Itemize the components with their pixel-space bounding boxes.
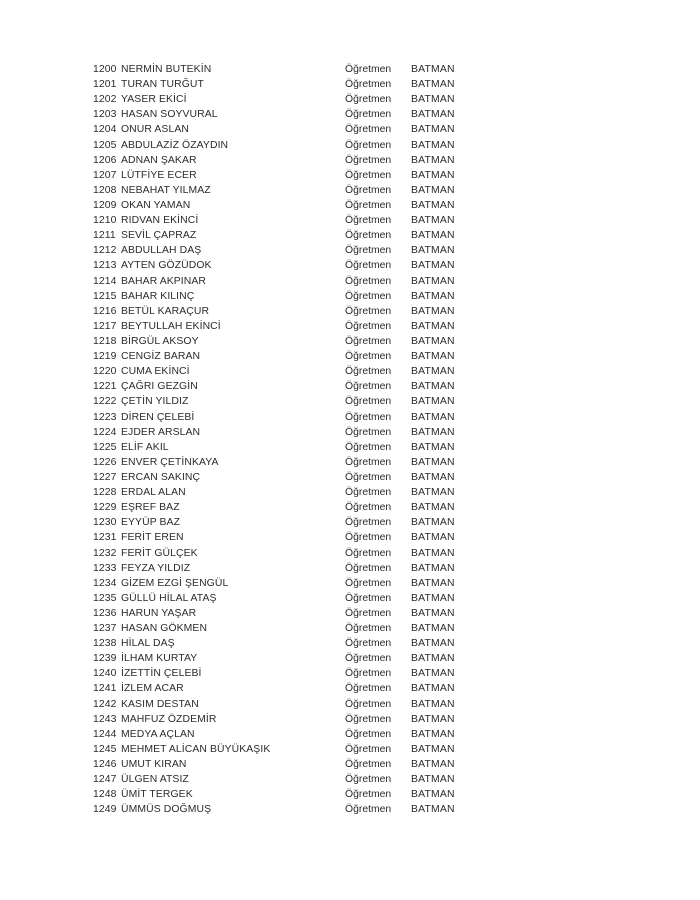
person-name: RIDVAN EKİNCİ bbox=[121, 215, 199, 227]
list-row bbox=[0, 546, 700, 561]
row-number: 1209 bbox=[93, 199, 117, 211]
person-name: HİLAL DAŞ bbox=[121, 638, 175, 650]
row-number: 1210 bbox=[93, 215, 117, 227]
list-row bbox=[0, 198, 700, 213]
city-name: BATMAN bbox=[411, 774, 455, 786]
job-title: Öğretmen bbox=[345, 290, 392, 302]
job-title: Öğretmen bbox=[345, 396, 392, 408]
row-number: 1247 bbox=[93, 774, 117, 786]
job-title: Öğretmen bbox=[345, 411, 392, 423]
city-name: BATMAN bbox=[411, 320, 455, 332]
city-name: BATMAN bbox=[411, 532, 455, 544]
person-name: SEVİL ÇAPRAZ bbox=[121, 230, 197, 242]
list-row bbox=[0, 712, 700, 727]
person-name: ELİF AKIL bbox=[121, 441, 169, 453]
city-name: BATMAN bbox=[411, 109, 455, 121]
person-name: GÜLLÜ HİLAL ATAŞ bbox=[121, 592, 217, 604]
list-row bbox=[0, 228, 700, 243]
job-title: Öğretmen bbox=[345, 441, 392, 453]
row-number: 1224 bbox=[93, 426, 117, 438]
teacher-list bbox=[0, 62, 700, 817]
row-number: 1248 bbox=[93, 789, 117, 801]
row-number: 1215 bbox=[93, 290, 117, 302]
job-title: Öğretmen bbox=[345, 275, 392, 287]
city-name: BATMAN bbox=[411, 335, 455, 347]
city-name: BATMAN bbox=[411, 139, 455, 151]
list-row bbox=[0, 379, 700, 394]
list-row bbox=[0, 138, 700, 153]
row-number: 1239 bbox=[93, 653, 117, 665]
job-title: Öğretmen bbox=[345, 759, 392, 771]
person-name: HASAN SOYVURAL bbox=[121, 109, 218, 121]
person-name: OKAN YAMAN bbox=[121, 199, 191, 211]
person-name: LÜTFİYE ECER bbox=[121, 169, 197, 181]
city-name: BATMAN bbox=[411, 487, 455, 499]
row-number: 1237 bbox=[93, 623, 117, 635]
city-name: BATMAN bbox=[411, 260, 455, 272]
city-name: BATMAN bbox=[411, 94, 455, 106]
city-name: BATMAN bbox=[411, 547, 455, 559]
city-name: BATMAN bbox=[411, 517, 455, 529]
row-number: 1202 bbox=[93, 94, 117, 106]
list-row bbox=[0, 651, 700, 666]
list-row bbox=[0, 107, 700, 122]
list-row bbox=[0, 77, 700, 92]
job-title: Öğretmen bbox=[345, 471, 392, 483]
job-title: Öğretmen bbox=[345, 335, 392, 347]
job-title: Öğretmen bbox=[345, 623, 392, 635]
list-row bbox=[0, 168, 700, 183]
row-number: 1226 bbox=[93, 456, 117, 468]
list-row bbox=[0, 787, 700, 802]
list-row bbox=[0, 606, 700, 621]
list-row bbox=[0, 183, 700, 198]
job-title: Öğretmen bbox=[345, 124, 392, 136]
city-name: BATMAN bbox=[411, 351, 455, 363]
person-name: BEYTULLAH EKİNCİ bbox=[121, 320, 221, 332]
list-row bbox=[0, 334, 700, 349]
job-title: Öğretmen bbox=[345, 698, 392, 710]
city-name: BATMAN bbox=[411, 698, 455, 710]
row-number: 1219 bbox=[93, 351, 117, 363]
city-name: BATMAN bbox=[411, 64, 455, 75]
list-row bbox=[0, 289, 700, 304]
job-title: Öğretmen bbox=[345, 184, 392, 196]
city-name: BATMAN bbox=[411, 638, 455, 650]
list-row bbox=[0, 697, 700, 712]
person-name: ONUR ASLAN bbox=[121, 124, 189, 136]
person-name: CUMA EKİNCİ bbox=[121, 366, 190, 378]
row-number: 1206 bbox=[93, 154, 117, 166]
person-name: BETÜL KARAÇUR bbox=[121, 305, 210, 317]
row-number: 1216 bbox=[93, 305, 117, 317]
city-name: BATMAN bbox=[411, 245, 455, 257]
row-number: 1238 bbox=[93, 638, 117, 650]
list-row bbox=[0, 576, 700, 591]
person-name: EJDER ARSLAN bbox=[121, 426, 201, 438]
row-number: 1213 bbox=[93, 260, 117, 272]
city-name: BATMAN bbox=[411, 381, 455, 393]
person-name: İZETTİN ÇELEBİ bbox=[121, 668, 202, 680]
person-name: CENGİZ BARAN bbox=[121, 351, 201, 363]
row-number: 1203 bbox=[93, 109, 117, 121]
list-row bbox=[0, 243, 700, 258]
row-number: 1220 bbox=[93, 366, 117, 378]
row-number: 1243 bbox=[93, 713, 117, 725]
row-number: 1200 bbox=[93, 64, 117, 75]
person-name: BİRGÜL AKSOY bbox=[121, 335, 199, 347]
city-name: BATMAN bbox=[411, 441, 455, 453]
row-number: 1231 bbox=[93, 532, 117, 544]
row-number: 1201 bbox=[93, 79, 117, 91]
list-row bbox=[0, 666, 700, 681]
city-name: BATMAN bbox=[411, 728, 455, 740]
city-name: BATMAN bbox=[411, 411, 455, 423]
row-number: 1242 bbox=[93, 698, 117, 710]
row-number: 1245 bbox=[93, 743, 117, 755]
person-name: MAHFUZ ÖZDEMİR bbox=[121, 713, 217, 725]
job-title: Öğretmen bbox=[345, 743, 392, 755]
list-row bbox=[0, 621, 700, 636]
row-number: 1204 bbox=[93, 124, 117, 136]
row-number: 1234 bbox=[93, 577, 117, 589]
person-name: EŞREF BAZ bbox=[121, 502, 180, 514]
city-name: BATMAN bbox=[411, 79, 455, 91]
row-number: 1246 bbox=[93, 759, 117, 771]
job-title: Öğretmen bbox=[345, 139, 392, 151]
row-number: 1217 bbox=[93, 320, 117, 332]
person-name: MEDYA AÇLAN bbox=[121, 728, 195, 740]
job-title: Öğretmen bbox=[345, 260, 392, 272]
city-name: BATMAN bbox=[411, 804, 455, 816]
person-name: ENVER ÇETİNKAYA bbox=[121, 456, 219, 468]
list-row bbox=[0, 122, 700, 137]
city-name: BATMAN bbox=[411, 124, 455, 136]
city-name: BATMAN bbox=[411, 154, 455, 166]
job-title: Öğretmen bbox=[345, 789, 392, 801]
job-title: Öğretmen bbox=[345, 607, 392, 619]
list-row bbox=[0, 258, 700, 273]
row-number: 1236 bbox=[93, 607, 117, 619]
person-name: FERİT GÜLÇEK bbox=[121, 547, 198, 559]
list-row bbox=[0, 500, 700, 515]
city-name: BATMAN bbox=[411, 456, 455, 468]
person-name: ÇETİN YILDIZ bbox=[121, 396, 189, 408]
job-title: Öğretmen bbox=[345, 804, 392, 816]
job-title: Öğretmen bbox=[345, 366, 392, 378]
city-name: BATMAN bbox=[411, 366, 455, 378]
city-name: BATMAN bbox=[411, 230, 455, 242]
row-number: 1221 bbox=[93, 381, 117, 393]
row-number: 1233 bbox=[93, 562, 117, 574]
row-number: 1232 bbox=[93, 547, 117, 559]
list-row bbox=[0, 772, 700, 787]
job-title: Öğretmen bbox=[345, 487, 392, 499]
list-row bbox=[0, 515, 700, 530]
person-name: ADNAN ŞAKAR bbox=[121, 154, 197, 166]
row-number: 1229 bbox=[93, 502, 117, 514]
city-name: BATMAN bbox=[411, 169, 455, 181]
row-number: 1218 bbox=[93, 335, 117, 347]
person-name: TURAN TURĞUT bbox=[121, 79, 204, 91]
job-title: Öğretmen bbox=[345, 653, 392, 665]
person-name: HARUN YAŞAR bbox=[121, 607, 197, 619]
city-name: BATMAN bbox=[411, 471, 455, 483]
list-row bbox=[0, 62, 700, 77]
person-name: ÜMMÜS DOĞMUŞ bbox=[121, 804, 212, 816]
person-name: İZLEM ACAR bbox=[121, 683, 184, 695]
list-row bbox=[0, 213, 700, 228]
person-name: BAHAR AKPINAR bbox=[121, 275, 207, 287]
row-number: 1208 bbox=[93, 184, 117, 196]
job-title: Öğretmen bbox=[345, 351, 392, 363]
city-name: BATMAN bbox=[411, 743, 455, 755]
job-title: Öğretmen bbox=[345, 728, 392, 740]
city-name: BATMAN bbox=[411, 184, 455, 196]
job-title: Öğretmen bbox=[345, 199, 392, 211]
person-name: UMUT KIRAN bbox=[121, 759, 187, 771]
list-row bbox=[0, 742, 700, 757]
list-row bbox=[0, 319, 700, 334]
row-number: 1249 bbox=[93, 804, 117, 816]
person-name: ABDULAZİZ ÖZAYDIN bbox=[121, 139, 229, 151]
city-name: BATMAN bbox=[411, 683, 455, 695]
job-title: Öğretmen bbox=[345, 64, 392, 75]
job-title: Öğretmen bbox=[345, 577, 392, 589]
job-title: Öğretmen bbox=[345, 683, 392, 695]
city-name: BATMAN bbox=[411, 713, 455, 725]
list-row bbox=[0, 455, 700, 470]
city-name: BATMAN bbox=[411, 502, 455, 514]
row-number: 1230 bbox=[93, 517, 117, 529]
person-name: AYTEN GÖZÜDOK bbox=[121, 260, 212, 272]
list-row bbox=[0, 561, 700, 576]
person-name: HASAN GÖKMEN bbox=[121, 623, 208, 635]
row-number: 1214 bbox=[93, 275, 117, 287]
city-name: BATMAN bbox=[411, 215, 455, 227]
city-name: BATMAN bbox=[411, 275, 455, 287]
city-name: BATMAN bbox=[411, 305, 455, 317]
job-title: Öğretmen bbox=[345, 774, 392, 786]
job-title: Öğretmen bbox=[345, 320, 392, 332]
list-row bbox=[0, 304, 700, 319]
row-number: 1207 bbox=[93, 169, 117, 181]
person-name: ABDULLAH DAŞ bbox=[121, 245, 202, 257]
person-name: YASER EKİCİ bbox=[121, 94, 187, 106]
city-name: BATMAN bbox=[411, 199, 455, 211]
city-name: BATMAN bbox=[411, 426, 455, 438]
row-number: 1212 bbox=[93, 245, 117, 257]
city-name: BATMAN bbox=[411, 577, 455, 589]
city-name: BATMAN bbox=[411, 668, 455, 680]
list-row bbox=[0, 274, 700, 289]
list-row bbox=[0, 485, 700, 500]
job-title: Öğretmen bbox=[345, 638, 392, 650]
person-name: İLHAM KURTAY bbox=[121, 653, 198, 665]
job-title: Öğretmen bbox=[345, 169, 392, 181]
job-title: Öğretmen bbox=[345, 215, 392, 227]
job-title: Öğretmen bbox=[345, 713, 392, 725]
list-row bbox=[0, 636, 700, 651]
city-name: BATMAN bbox=[411, 290, 455, 302]
row-number: 1205 bbox=[93, 139, 117, 151]
person-name: GİZEM EZGİ ŞENGÜL bbox=[121, 577, 229, 589]
job-title: Öğretmen bbox=[345, 94, 392, 106]
job-title: Öğretmen bbox=[345, 426, 392, 438]
person-name: ÜLGEN ATSIZ bbox=[121, 774, 189, 786]
person-name: FEYZA YILDIZ bbox=[121, 562, 191, 574]
job-title: Öğretmen bbox=[345, 592, 392, 604]
list-row bbox=[0, 153, 700, 168]
list-row bbox=[0, 591, 700, 606]
list-row bbox=[0, 757, 700, 772]
job-title: Öğretmen bbox=[345, 532, 392, 544]
list-row bbox=[0, 470, 700, 485]
job-title: Öğretmen bbox=[345, 502, 392, 514]
city-name: BATMAN bbox=[411, 562, 455, 574]
row-number: 1241 bbox=[93, 683, 117, 695]
row-number: 1244 bbox=[93, 728, 117, 740]
person-name: FERİT EREN bbox=[121, 532, 184, 544]
list-row bbox=[0, 727, 700, 742]
list-row bbox=[0, 364, 700, 379]
person-name: EYYÜP BAZ bbox=[121, 517, 181, 529]
city-name: BATMAN bbox=[411, 759, 455, 771]
list-row bbox=[0, 681, 700, 696]
job-title: Öğretmen bbox=[345, 154, 392, 166]
city-name: BATMAN bbox=[411, 396, 455, 408]
person-name: KASIM DESTAN bbox=[121, 698, 199, 710]
person-name: NEBAHAT YILMAZ bbox=[121, 184, 211, 196]
person-name: BAHAR KILINÇ bbox=[121, 290, 195, 302]
person-name: ÇAĞRI GEZGİN bbox=[121, 381, 198, 393]
list-row bbox=[0, 410, 700, 425]
job-title: Öğretmen bbox=[345, 79, 392, 91]
row-number: 1225 bbox=[93, 441, 117, 453]
row-number: 1228 bbox=[93, 487, 117, 499]
list-row bbox=[0, 802, 700, 817]
person-name: ERCAN SAKINÇ bbox=[121, 471, 201, 483]
job-title: Öğretmen bbox=[345, 109, 392, 121]
list-row bbox=[0, 530, 700, 545]
city-name: BATMAN bbox=[411, 607, 455, 619]
row-number: 1235 bbox=[93, 592, 117, 604]
job-title: Öğretmen bbox=[345, 381, 392, 393]
job-title: Öğretmen bbox=[345, 517, 392, 529]
job-title: Öğretmen bbox=[345, 668, 392, 680]
row-number: 1223 bbox=[93, 411, 117, 423]
city-name: BATMAN bbox=[411, 623, 455, 635]
city-name: BATMAN bbox=[411, 592, 455, 604]
person-name: DİREN ÇELEBİ bbox=[121, 411, 195, 423]
city-name: BATMAN bbox=[411, 789, 455, 801]
job-title: Öğretmen bbox=[345, 547, 392, 559]
job-title: Öğretmen bbox=[345, 230, 392, 242]
person-name: NERMİN BUTEKİN bbox=[121, 64, 212, 75]
list-row bbox=[0, 92, 700, 107]
row-number: 1222 bbox=[93, 396, 117, 408]
job-title: Öğretmen bbox=[345, 562, 392, 574]
list-row bbox=[0, 440, 700, 455]
job-title: Öğretmen bbox=[345, 245, 392, 257]
person-name: MEHMET ALİCAN BÜYÜKAŞIK bbox=[121, 743, 271, 755]
list-row bbox=[0, 349, 700, 364]
row-number: 1227 bbox=[93, 471, 117, 483]
job-title: Öğretmen bbox=[345, 456, 392, 468]
list-row bbox=[0, 425, 700, 440]
person-name: ERDAL ALAN bbox=[121, 487, 186, 499]
city-name: BATMAN bbox=[411, 653, 455, 665]
list-row bbox=[0, 394, 700, 409]
person-name: ÜMİT TERGEK bbox=[121, 789, 193, 801]
row-number: 1240 bbox=[93, 668, 117, 680]
job-title: Öğretmen bbox=[345, 305, 392, 317]
row-number: 1211 bbox=[93, 230, 116, 242]
